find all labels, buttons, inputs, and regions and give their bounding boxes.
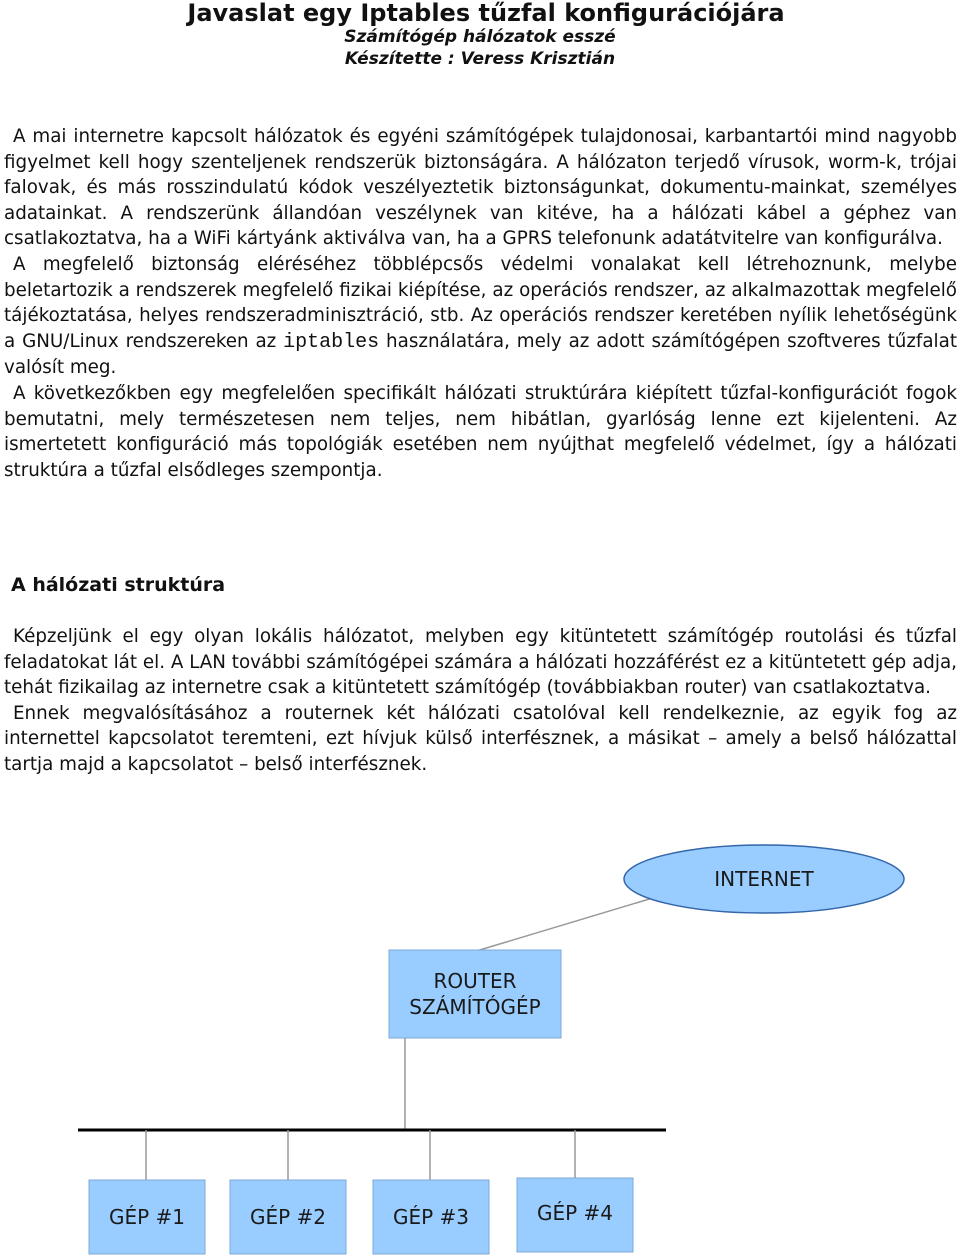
section-heading: A hálózati struktúra: [11, 574, 226, 596]
machine-4-label: GÉP #4: [536, 1201, 614, 1225]
structure-paragraph-2: Ennek megvalósításához a routernek két hálózati csatolóval kell rendelkeznie, az egyik fog az internettel kapcsolatot teremteni, ezt hívjuk külső interfésznek, a másikat – amely a belső hálózattal tartja majd a kapcsolatot – belső interfésznek.: [4, 702, 957, 775]
structure-paragraph-1: Képzeljünk el egy olyan lokális hálózatot, melyben egy kitüntetett számítógép routolási és tűzfal feladatokat lát el. A LAN további számítógépei számára a hálózati hozzáférést ez a kitüntetett gép adja, tehát fizikailag az internetre csak a kitüntetett számítógép (továbbiakban router) van csatlakoztatva.: [4, 626, 957, 699]
document-title: Javaslat egy Iptables tűzfal konfigurációjára: [187, 0, 785, 27]
intro-paragraph-1: A mai internetre kapcsolt hálózatok és egyéni számítógépek tulajdonosai, karbantartói mind nagyobb figyelmet kell hogy szenteljenek rendszerük biztonságára. A hálózaton terjedő vírusok, worm-k, trójai falovak, és más rosszindulatú kódok veszélyeztetik biztonságunkat, dokumentu-mainkat, személyes adatainkat. A rendszerünk állandóan veszélynek van kitéve, ha a hálózati kábel a géphez van csatlakoztatva, ha a WiFi kártyánk aktiválva van, ha a GPRS telefonunk adatátvitelre van konfigurálva.: [4, 126, 957, 250]
machine-1-label: GÉP #1: [108, 1205, 186, 1229]
machine-3-label: GÉP #3: [392, 1205, 470, 1229]
internet-label: INTERNET: [714, 867, 814, 891]
router-label-line-1: ROUTER: [433, 969, 517, 993]
document-subtitle: Számítógép hálózatok esszé: [344, 27, 616, 47]
router-label-line-2: SZÁMÍTÓGÉP: [409, 995, 541, 1019]
router-label: [389, 954, 561, 1034]
iptables-code: iptables: [283, 330, 380, 354]
author-line: Készítette : Veress Krisztián: [344, 49, 616, 69]
intro-paragraph-2-text-b: használatára, mely az adott számítógépen szoftveres tűzfalat valósít meg.: [4, 330, 958, 379]
intro-paragraph-2-text-a: A megfelelő biztonság eléréséhez többlépcsős védelmi vonalakat kell létrehoznunk, melybe beletartozik a rendszerek megfelelő fizikai kiépítése, az operációs rendszer, az alkalmazottak megfelelő tájékoztatása, helyes rendszeradminisztráció, stb. Az operációs rendszer keretében nyílik lehetőségünk a GNU/Linux rendszereken az: [4, 253, 957, 352]
intro-paragraph-3: A következőkben egy megfelelően specifikált hálózati struktúrára kiépített tűzfal-konfigurációt fogok bemutatni, mely természetesen nem teljes, nem hibátlan, gyarlóság lenne ezt kijelenteni. Az ismertetett konfiguráció más topológiák esetében nem nyújthat megfelelő védelmet, így a hálózati struktúra a tűzfal elsődleges szempontja.: [4, 382, 957, 481]
machine-2-label: GÉP #2: [249, 1205, 327, 1229]
